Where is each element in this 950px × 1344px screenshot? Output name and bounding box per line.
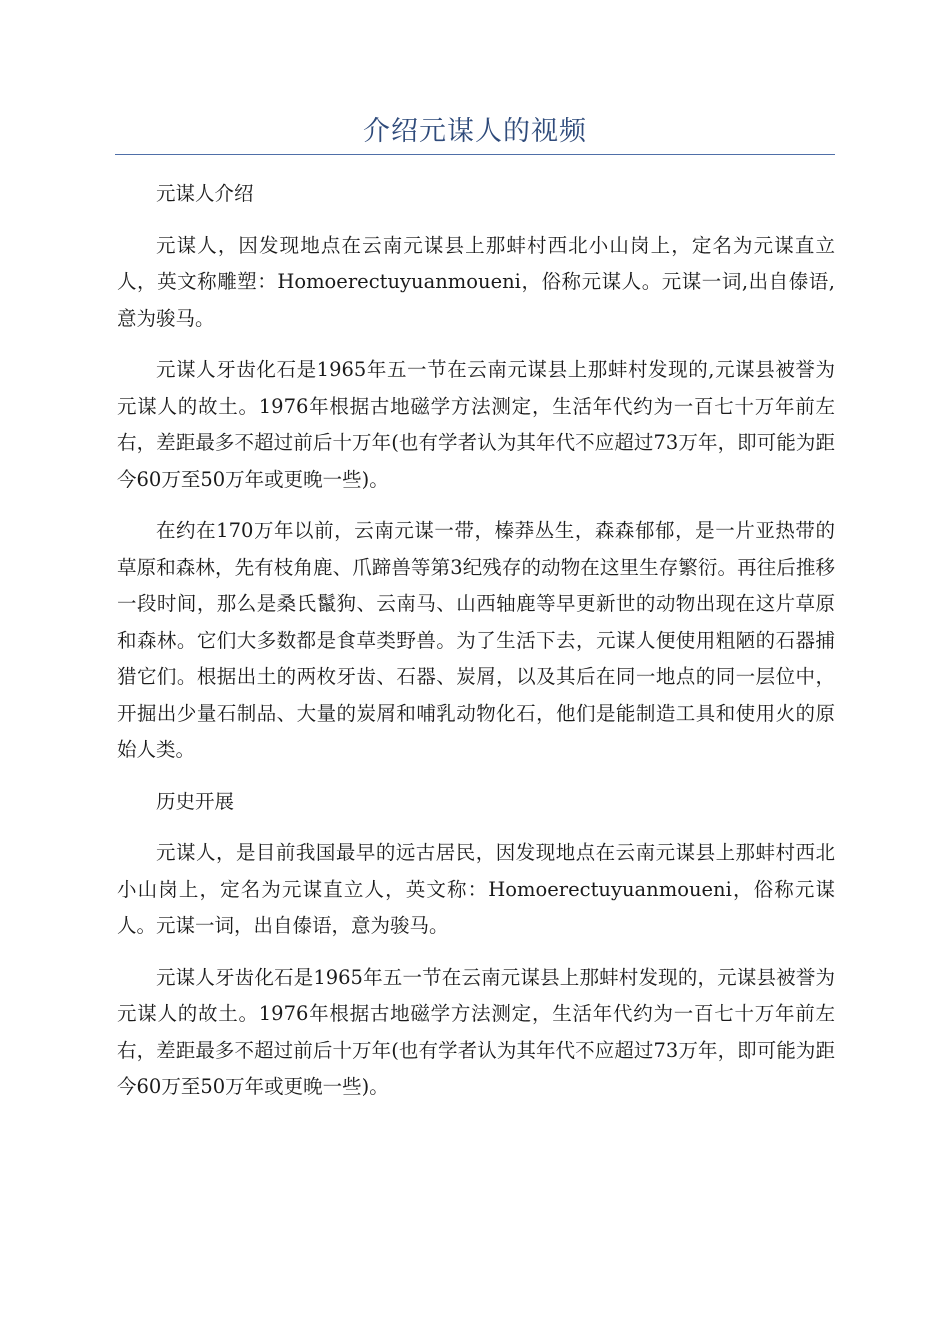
paragraph: 在约在170万年以前，云南元谋一带，榛莽丛生，森森郁郁，是一片亚热带的草原和森林，先有枝角鹿、爪蹄兽等第3纪残存的动物在这里生存繁衍。再往后推移一段时间，那么是桑氏鬣狗、云南马、山西轴鹿等早更新世的动物出现在这片草原和森林。它们大多数都是食草类野兽。为了生活下去，元谋人便使用粗陋的石器捕猎它们。根据出土的两枚牙齿、石器、炭屑，以及其后在同一地点的同一层位中，开掘出少量石制品、大量的炭屑和哺乳动物化石，他们是能制造工具和使用火的原始人类。	[117, 519, 835, 761]
title-underline	[115, 154, 835, 155]
paragraph: 元谋人牙齿化石是1965年五一节在云南元谋县上那蚌村发现的,元谋县被誉为元谋人的故土。1976年根据古地磁学方法测定，生活年代约为一百七十万年前左右，差距最多不超过前后十万年(也有学者认为其年代不应超过73万年，即可能为距今60万至50万年或更晚一些)。	[117, 358, 835, 491]
document-body	[117, 176, 835, 1121]
section-history	[117, 784, 835, 1106]
document-title: 介绍元谋人的视频	[363, 116, 587, 147]
paragraph: 元谋人牙齿化石是1965年五一节在云南元谋县上那蚌村发现的，元谋县被誉为元谋人的故土。1976年根据古地磁学方法测定，生活年代约为一百七十万年前左右，差距最多不超过前后十万年(也有学者认为其年代不应超过73万年，即可能为距今60万至50万年或更晚一些)。	[117, 965, 835, 1098]
section-intro	[117, 176, 835, 769]
section-heading: 历史开展	[156, 789, 235, 813]
section-heading: 元谋人介绍	[156, 182, 254, 205]
paragraph: 元谋人，是目前我国最早的远古居民，因发现地点在云南元谋县上那蚌村西北小山岗上，定名为元谋直立人，英文称：Homoerectuyuanmoueni，俗称元谋人。元谋一词，出自傣语，意为骏马。	[117, 841, 835, 937]
paragraph: 元谋人，因发现地点在云南元谋县上那蚌村西北小山岗上，定名为元谋直立人，英文称雕塑：Homoerectuyuanmoueni，俗称元谋人。元谋一词,出自傣语,意为骏马。	[117, 233, 835, 330]
